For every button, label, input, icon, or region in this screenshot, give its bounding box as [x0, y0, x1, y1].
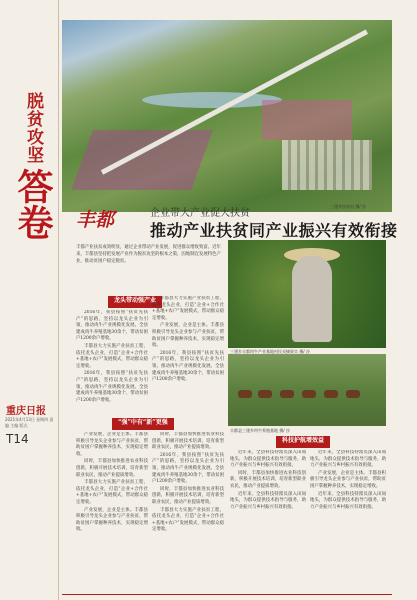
- section-header-3: 科技护航增效益: [276, 436, 330, 448]
- body-column-1: [76, 310, 148, 422]
- paragraph: 近年来，全县科技特派员深入田间地头，为群众提供技术指导与服务，助力产业振兴与乡村振兴有效衔接。: [310, 491, 386, 510]
- paragraph: 丰都县大力实施产业扶贫工程，依托龙头企业，打造“企业+合作社+基地+农户”发展模式，带动群众稳定增收。: [152, 507, 224, 533]
- person-shape: [292, 256, 332, 342]
- body-column-4: [152, 432, 224, 592]
- photo-caption-right-2: 丰都县三建乡肉牛养殖基地 摄/ 沙: [230, 428, 290, 433]
- headline-title: 推动产业扶贫同产业振兴有效衔接: [150, 221, 398, 240]
- landscape-photo: [62, 20, 392, 212]
- body-column-6: [310, 450, 386, 592]
- paragraph: 2016年，我县按照“扶贫先扶产”的思路，坚持以龙头企业为引领，推动肉牛产业规模化发展。全县建成肉牛养殖基地30余个，带动贫困户1200余户增收。: [152, 452, 224, 485]
- section-header-1: 龙头带动强产业: [108, 296, 162, 308]
- body-column-5: [230, 450, 306, 592]
- cattle-photo: [228, 354, 386, 426]
- headline-kicker: 企业带大产业促大扶贫: [150, 208, 250, 219]
- paragraph: 近年来，全县科技特派员深入田间地头，为群众提供技术指导与服务，助力产业振兴与乡村振兴有效衔接。: [230, 491, 306, 510]
- paragraph: 产业发展，企业是主体。丰都县积极引导龙头企业参与产业扶贫，帮助贫困户掌握种养技术，实现稳定增收。: [152, 323, 224, 349]
- left-rail: [0, 0, 59, 600]
- region-label: 丰都: [76, 209, 115, 231]
- cow-shape: [346, 390, 360, 398]
- section-header-2: “强”中有“新”更强: [112, 418, 174, 430]
- paragraph: 产业发展，企业是主体。丰都县积极引导龙头企业参与产业扶贫，帮助贫困户掌握种养技术，实现稳定增收。: [76, 432, 148, 457]
- paragraph: 丰都县大力实施产业扶贫工程，依托龙头企业，打造“企业+合作社+基地+农户”发展模式，带动群众稳定增收。: [76, 480, 148, 505]
- flower-field-shape: [262, 100, 352, 140]
- page-number: T14: [6, 432, 29, 446]
- cow-shape: [324, 390, 338, 398]
- lead-paragraph: 丰都产业扶贫成效明显，通过企业带动产业发展，促进群众增收致富。近年来，丰都县坚持把发展产业作为脱贫攻坚的根本之策，因地制宜发展特色产业，推动贫困户稳定脱贫。: [76, 245, 221, 264]
- paragraph: 2016年，我县按照“扶贫先扶产”的思路，坚持以龙头企业为引领，推动肉牛产业规模化发展。全县建成肉牛养殖基地30余个，带动贫困户1200余户增收。: [76, 310, 148, 342]
- photo-caption-right: 三建乡丰都肉牛产业基地村民采摘果实 摄/ 沙: [230, 349, 310, 354]
- footer-rule: [62, 594, 392, 595]
- paragraph: 2016年，我县按照“扶贫先扶产”的思路，坚持以龙头企业为引领，推动肉牛产业规模化发展。全县建成肉牛养殖基地30余个，带动贫困户1200余户增收。: [76, 371, 148, 403]
- river-shape: [142, 92, 282, 108]
- cow-shape: [238, 390, 252, 398]
- cow-shape: [258, 390, 272, 398]
- photo-caption-top: 三建乡扶贫村 摄/ 沙: [330, 204, 366, 209]
- paragraph: 同时，丰都县加快推进农业科技创新，积极开展技术培训，培育新型职业农民，推动产业提质增效。: [230, 470, 306, 489]
- date-line: 2021年4月13日 星期四 责编 主编 版式: [5, 417, 54, 428]
- farmer-photo: [228, 240, 386, 348]
- flower-field-shape: [71, 130, 213, 190]
- paragraph: 近年来，全县科技特派员深入田间地头，为群众提供技术指导与服务，助力产业振兴与乡村振兴有效衔接。: [230, 450, 306, 469]
- cow-shape: [302, 390, 316, 398]
- masthead: 重庆日报: [6, 406, 46, 417]
- paragraph: 产业发展，企业是主体。丰都县积极引导龙头企业参与产业扶贫，帮助贫困户掌握种养技术，实现稳定增收。: [76, 507, 148, 533]
- paragraph: 产业发展，企业是主体。丰都县积极引导龙头企业参与产业扶贫，帮助贫困户掌握种养技术，实现稳定增收。: [310, 470, 386, 489]
- paragraph: 2016年，我县按照“扶贫先扶产”的思路，坚持以龙头企业为引领，推动肉牛产业规模化发展。全县建成肉牛养殖基地30余个，带动贫困户1200余户增收。: [152, 350, 224, 383]
- body-column-2: [152, 296, 224, 422]
- paragraph: 同时，丰都县加快推进农业科技创新，积极开展技术培训，培育新型职业农民，推动产业提质增效。: [76, 459, 148, 478]
- paragraph: 近年来，全县科技特派员深入田间地头，为群众提供技术指导与服务，助力产业振兴与乡村振兴有效衔接。: [310, 450, 386, 469]
- rail-title: 脱贫攻坚: [23, 92, 43, 164]
- rail-calligraphy: 答卷: [12, 168, 54, 240]
- paragraph: 丰都县大力实施产业扶贫工程，依托龙头企业，打造“企业+合作社+基地+农户”发展模式，带动群众稳定增收。: [76, 343, 148, 369]
- paragraph: 同时，丰都县加快推进农业科技创新，积极开展技术培训，培育新型职业农民，推动产业提质增效。: [152, 486, 224, 505]
- cow-shape: [280, 390, 294, 398]
- village-shape: [282, 140, 372, 190]
- paragraph: 同时，丰都县加快推进农业科技创新，积极开展技术培训，培育新型职业农民，推动产业提质增效。: [152, 432, 224, 451]
- body-column-3: [76, 432, 148, 592]
- paragraph: 丰都县大力实施产业扶贫工程，依托龙头企业，打造“企业+合作社+基地+农户”发展模式，带动群众稳定增收。: [152, 296, 224, 321]
